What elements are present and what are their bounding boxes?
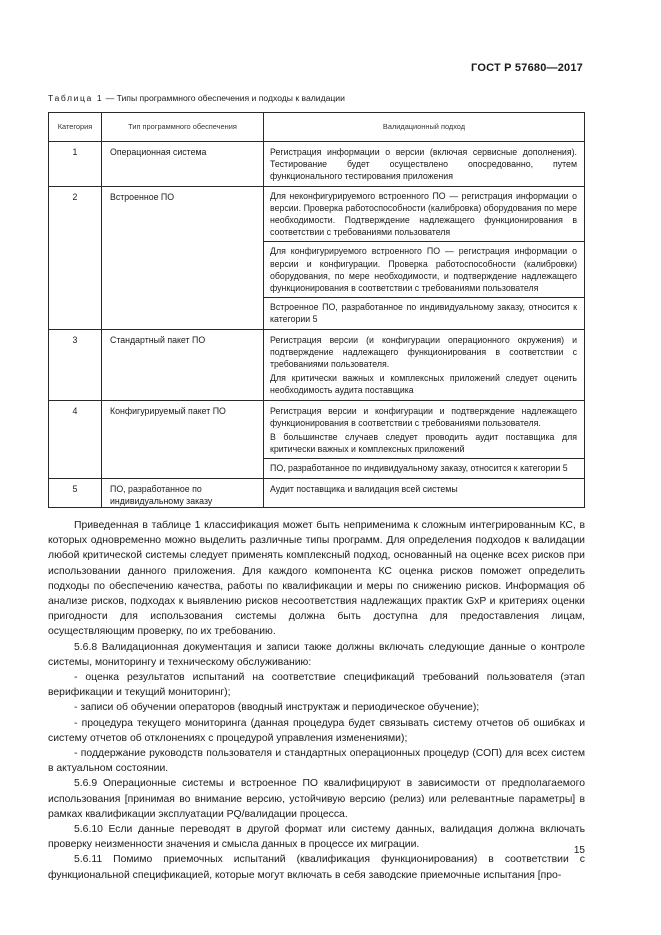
document-code: ГОСТ Р 57680—2017 [471, 62, 583, 74]
approach-cell [264, 186, 585, 329]
approach-text: В большинстве случаев следует проводить аудит поставщика для критически важных и комплексных приложений [270, 432, 577, 455]
approach-text: Аудит поставщика и валидация всей системы [270, 483, 458, 494]
approach-text: Регистрация версии и конфигурации и подтверждение надлежащего функционирования в соответствии с требованиями пользователя. [270, 405, 577, 428]
paragraph: - процедура текущего мониторинга (данная процедура будет связывать систему отчетов об ошибках и систему отчетов об отклонениях с процедурой управления изменениями); [48, 717, 585, 744]
category-cell: 1 [49, 142, 102, 187]
validation-table [48, 112, 585, 508]
table-row [49, 186, 585, 329]
paragraph: - поддержание руководств пользователя и стандартных операционных процедур (СОП) для всех систем в актуальном состоянии. [48, 748, 585, 775]
header-validation-approach: Валидационный подход [264, 113, 585, 142]
paragraph: - записи об обучении операторов (вводный инструктаж и периодическое обучение); [74, 702, 480, 714]
approach-cell [264, 329, 585, 400]
category-cell: 3 [49, 329, 102, 400]
approach-text: Регистрация информации о версии (включая сервисные дополнения). Тестирование будет осуществлено опосредованно, путем функционального тестирования приложения [270, 147, 577, 182]
paragraph: Приведенная в таблице 1 классификация может быть неприменима к сложным интегрированным КС, в которых одновременно можно выделить различные типы программ. Для определения подходов к валидации любой критической системы следует применять комплексный подход, основанный на оценке всех рисков при использовании данного приложения. Для каждого компонента КС оценка рисков поможет определить подходы по обеспечению качества, работы по квалификации и меры по снижению рисков. Информация об анализе рисков, подходах к выявлению рисков несоответствия надлежащих практик GxP и критериях оценки пригодности для использования системы должна быть доступна для предоставления лицам, осуществляющим проверку, по их требованию. [48, 520, 585, 638]
paragraph: 5.6.10 Если данные переводят в другой формат или систему данных, валидация должна включать проверку неизменности значения и смысла данных в процессе их миграции. [48, 824, 585, 851]
body-text [48, 518, 585, 883]
software-type-cell: Встроенное ПО [102, 186, 264, 329]
paragraph: 5.6.11 Помимо приемочных испытаний (квалификация функционирования) в соответствии с функциональной спецификацией, которые могут включать в себя заводские приемочные испытания [про- [48, 854, 585, 881]
table-row [49, 400, 585, 478]
table-row [49, 142, 585, 187]
header-category: Категория [49, 113, 102, 142]
approach-text: Для критически важных и комплексных приложений следует оценить необходимость аудита поставщика [270, 373, 577, 396]
table-caption [48, 93, 345, 103]
approach-text: Для неконфигурируемого встроенного ПО — регистрация информации о версии. Проверка работоспособности (калибровка) оборудования по мере необходимости. Подтверждение надлежащего функционирования в соответствии с требованиями пользователя [270, 190, 577, 238]
table-caption-label: Таблица 1 [48, 93, 104, 103]
approach-text: Регистрация версии (и конфигурации операционного окружения) и подтверждение надлежащего функционирования в соответствии с требованиями пользователя. [270, 334, 577, 370]
approach-cell [264, 478, 585, 507]
software-type-cell: Конфигурируемый пакет ПО [102, 400, 264, 478]
category-cell: 5 [49, 478, 102, 507]
page-number: 15 [573, 845, 585, 856]
paragraph: 5.6.8 Валидационная документация и записи также должны включать следующие данные о контроле системы, мониторингу и техническому обслуживанию: [48, 641, 585, 668]
category-cell: 4 [49, 400, 102, 478]
software-type-cell: ПО, разработанное по индивидуальному заказу [102, 478, 264, 507]
approach-cell [264, 142, 585, 187]
category-cell: 2 [49, 186, 102, 329]
approach-text: Для конфигурируемого встроенного ПО — регистрация информации о версии и конфигурации. Проверка работоспособности (калибровки) оборудования, по мере необходимости, и подтверждение надлежащего функционирования в соответствии с требованиями пользователя [264, 241, 584, 297]
approach-text: Встроенное ПО, разработанное по индивидуальному заказу, относится к категории 5 [264, 297, 584, 328]
paragraph: 5.6.9 Операционные системы и встроенное ПО квалифицируют в зависимости от предполагаемого использования [принимая во внимание версию, устойчивую версию (релиз) или релевантные параметры] в рамках квалификации эксплуатации PQ/валидации процесса. [48, 778, 585, 820]
table-row [49, 329, 585, 400]
approach-cell [264, 400, 585, 478]
table-caption-text: — Типы программного обеспечения и подходы к валидации [103, 93, 345, 103]
header-software-type: Тип программного обеспечения [102, 113, 264, 142]
table-row [49, 478, 585, 507]
paragraph: - оценка результатов испытаний на соответствие спецификаций требований пользователя (этап верификации и текущий мониторинг); [48, 672, 585, 699]
approach-text: ПО, разработанное по индивидуальному заказу, относится к категории 5 [264, 458, 584, 477]
software-type-cell: Стандартный пакет ПО [102, 329, 264, 400]
software-type-cell: Операционная система [102, 142, 264, 187]
table-header-row [49, 113, 585, 142]
